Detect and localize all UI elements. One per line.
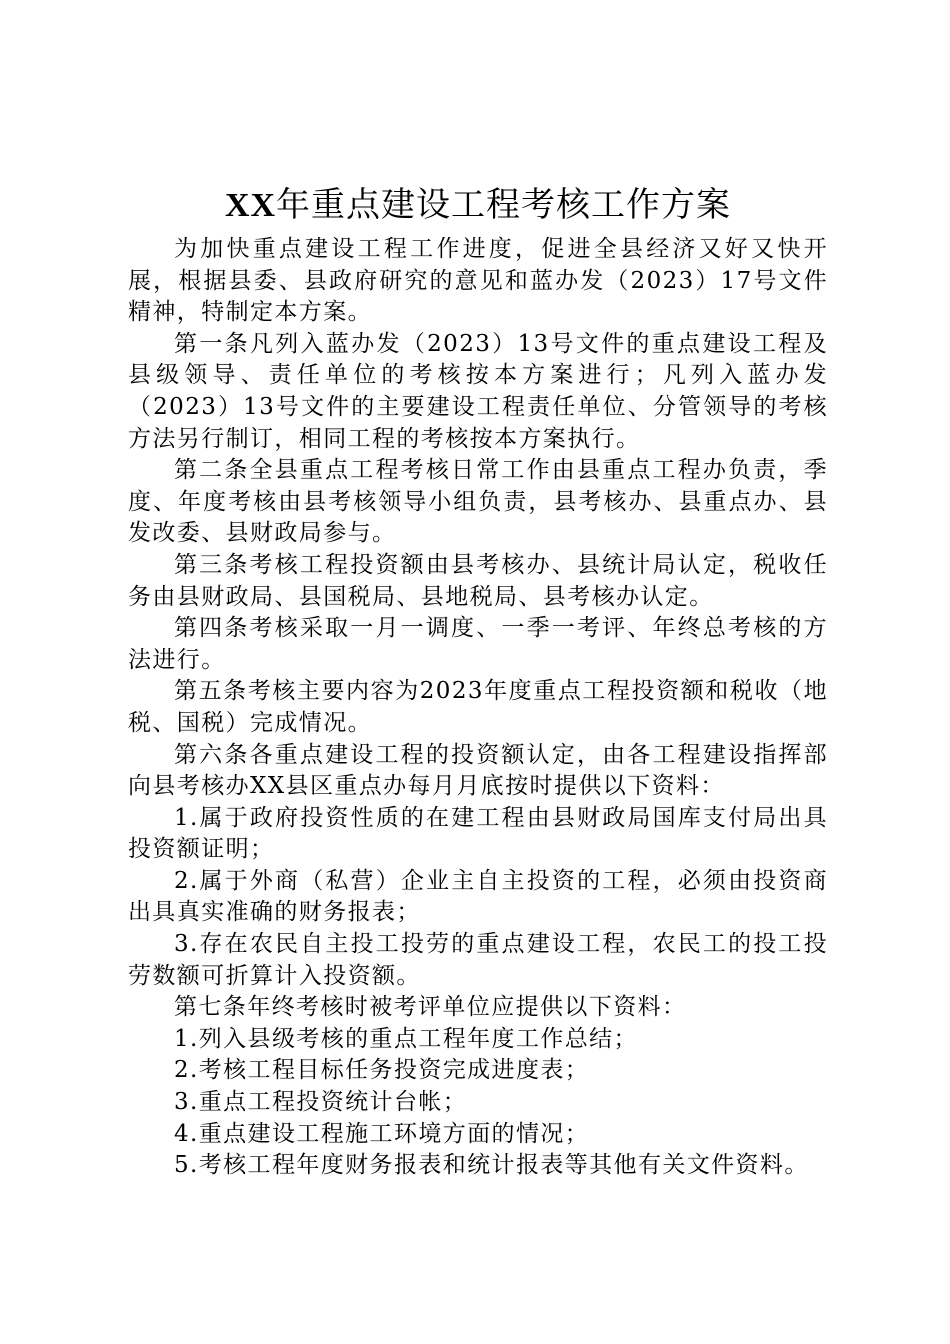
document-title (128, 181, 828, 230)
list-item-7-4: 4.重点建设工程施工环境方面的情况； (174, 1120, 590, 1147)
list-item-7-2: 2.考核工程目标任务投资完成进度表； (174, 1057, 590, 1084)
list-item-6-3: 3.存在农民自主投工投劳的重点建设工程，农民工的投工投劳数额可折算计入投资额。 (128, 931, 828, 989)
paragraph-article-3: 第三条考核工程投资额由县考核办、县统计局认定，税收任务由县财政局、县国税局、县地税局、县考核办认定。 (128, 551, 828, 610)
list-item-7-5: 5.考核工程年度财务报表和统计报表等其他有关文件资料。 (174, 1152, 809, 1179)
list-item-6-2: 2.属于外商（私营）企业主自主投资的工程，必须由投资商出具真实准确的财务报表； (128, 867, 828, 926)
title-text: 年重点建设工程考核工作方案 (276, 185, 732, 225)
document-page (128, 181, 828, 1182)
paragraph-article-2: 第二条全县重点工程考核日常工作由县重点工程办负责，季度、年度考核由县考核领导小组负责，县考核办、县重点办、县发改委、县财政局参与。 (128, 457, 828, 547)
list-item-7-1: 1.列入县级考核的重点工程年度工作总结； (174, 1025, 638, 1052)
paragraph-intro: 为加快重点建设工程工作进度，促进全县经济又好又快开展，根据县委、县政府研究的意见和蓝办发（2023）17号文件精神，特制定本方案。 (128, 236, 828, 326)
paragraph-article-7: 第七条年终考核时被考评单位应提供以下资料： (174, 994, 687, 1021)
paragraph-article-4: 第四条考核采取一月一调度、一季一考评、年终总考核的方法进行。 (128, 615, 828, 673)
list-item-7-3: 3.重点工程投资统计台帐； (174, 1089, 468, 1116)
title-prefix: XX (224, 187, 277, 224)
paragraph-article-1: 第一条凡列入蓝办发（2023）13号文件的重点建设工程及县级领导、责任单位的考核按本方案进行；凡列入蓝办发（2023）13号文件的主要建设工程责任单位、分管领导的考核方法另行制订，相同工程的考核按本方案执行。 (128, 330, 828, 452)
list-item-6-1: 1.属于政府投资性质的在建工程由县财政局国库支付局出具投资额证明； (128, 804, 828, 863)
paragraph-article-6: 第六条各重点建设工程的投资额认定，由各工程建设指挥部向县考核办XX县区重点办每月月底按时提供以下资料： (128, 741, 828, 800)
paragraph-article-5: 第五条考核主要内容为2023年度重点工程投资额和税收（地税、国税）完成情况。 (128, 678, 828, 736)
